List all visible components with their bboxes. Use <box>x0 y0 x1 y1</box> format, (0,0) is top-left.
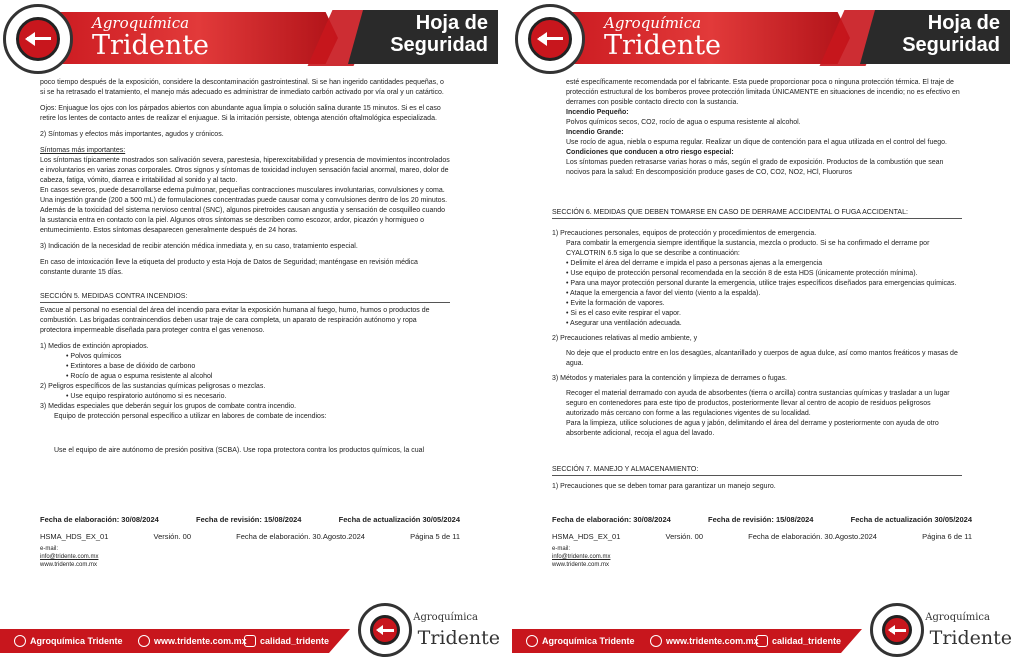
facebook-icon <box>14 635 26 647</box>
paragraph: Para la limpieza, utilice soluciones de agua y jabón, delimitando el área del derrame y posteriormente con ayuda de otro absorbente adicional, recoja el agua del lavado. <box>566 420 939 437</box>
doc-code: HSMA_HDS_EX_01 <box>40 532 109 541</box>
revision-date: Fecha de revisión: 15/08/2024 <box>708 515 814 524</box>
title-line2: Seguridad <box>390 34 488 56</box>
bottom-brand-line2: Tridente <box>929 627 1012 649</box>
doc-version: Versión. 00 <box>153 532 192 541</box>
doc-version: Versión. 00 <box>665 532 704 541</box>
page-footer <box>552 515 972 569</box>
list-item: 1) Precauciones que se deben tomar para garantizar un manejo seguro. <box>552 483 776 490</box>
paragraph: No deje que el producto entre en los desagües, alcantarillado y cuerpos de agua dulce, así como mantos freáticos y masas de agua. <box>566 350 958 367</box>
page-body <box>552 78 962 492</box>
doc-title <box>872 12 1012 56</box>
paragraph: poco tiempo después de la exposición, considere la descontaminación gastrointestinal. Si se han ingerido cantidades pequeñas, o si se ha retrasado el tratamiento, el manejo más adecuado es administrar de inmediato carbón activado por vía oral y un catártico. <box>40 79 444 96</box>
instagram-icon <box>756 635 768 647</box>
bullet-item: • Delimite el área del derrame e impida el paso a personas ajenas a la emergencia <box>566 260 823 267</box>
bullet-item: • Evite la formación de vapores. <box>566 300 665 307</box>
paragraph: Use el equipo de aire autónomo de presión positiva (SCBA). Use ropa protectora contra los productos químicos, la cual <box>54 447 425 454</box>
elaboration-date-long: Fecha de elaboración. 30.Agosto.2024 <box>748 532 877 541</box>
facebook-link[interactable] <box>526 635 635 647</box>
list-item: 2) Síntomas y efectos más importantes, agudos y crónicos. <box>40 131 224 138</box>
facebook-label: Agroquímica Tridente <box>542 636 635 646</box>
bottom-bar <box>512 603 1024 663</box>
footer-meta <box>552 532 972 541</box>
bullet-item: • Polvos químicos <box>66 353 122 360</box>
paragraph: Además de la toxicidad del sistema nervioso central (SNC), algunos piretroides causan angustia y sensación de cosquilleo cuando la sustancia entra en contacto con la piel. Algunos otros síntomas se describen como escozor, ardor, picazón y hormigueo o entumecimiento. Estos síntomas desaparecen generalmente después de 24 horas. <box>40 207 446 234</box>
arrow-icon <box>882 615 912 645</box>
title-line1: Hoja de <box>927 12 1000 34</box>
facebook-icon <box>526 635 538 647</box>
paragraph: Ojos: Enjuague los ojos con los párpados abiertos con abundante agua limpia o solución salina durante 15 minutos. Si es el caso retire los lentes de contacto antes de realizar el enjuague. Si la irritación persiste, obtenga atención oftalmológica especializada. <box>40 105 441 122</box>
arrow-icon <box>528 17 572 61</box>
paragraph: Evacue al personal no esencial del área del incendio para evitar la exposición humana al fuego, humo, humos o productos de combustión. Las brigadas contraincendios deben usar traje de cara completa, un aparato de respiración autónomo y ropa protectora impermeable diseñada para proteger contra el gas venenoso. <box>40 307 430 334</box>
paragraph: Para combatir la emergencia siempre identifique la sustancia, mezcla o producto. Si se ha confirmado el derrame por CYALOTRIN 6.5 siga lo que se describe a continuación: <box>566 240 930 257</box>
subheading: Incendio Grande: <box>566 129 624 136</box>
footer-meta <box>40 532 460 541</box>
paragraph: Use rocío de agua, niebla o espuma regular. Realizar un dique de contención para el agua utilizada en el control del fuego. <box>566 139 947 146</box>
subheading: Incendio Pequeño: <box>566 109 629 116</box>
website-link[interactable] <box>650 635 759 647</box>
globe-icon <box>138 635 150 647</box>
facebook-link[interactable] <box>14 635 123 647</box>
email-label: e-mail: <box>40 546 59 552</box>
update-date: Fecha de actualización 30/05/2024 <box>338 515 460 524</box>
instagram-label: calidad_tridente <box>772 636 842 646</box>
bullet-item: • Si es el caso evite respirar el vapor. <box>566 310 681 317</box>
subheading: Síntomas más importantes: <box>40 147 126 154</box>
paragraph: Los síntomas típicamente mostrados son salivación severa, parestesia, hiperexcitabilidad y presencia de movimientos incontrolados e involuntarios en varias zonas corporales. Otros signos y síntomas de toxicidad incluyen sensación facial anormal, mareo, dolor de cabeza, fatiga, vómito, diarrea e irritabilidad al sonido y al tacto. <box>40 157 450 184</box>
instagram-link[interactable] <box>244 635 329 647</box>
calidad-tridente-logo <box>358 603 412 657</box>
footer-dates <box>40 515 460 524</box>
website-label: www.tridente.com.mx <box>666 636 759 646</box>
contact-block <box>40 545 460 569</box>
section-7-heading: SECCIÓN 7. MANEJO Y ALMACENAMIENTO: <box>552 465 962 476</box>
paragraph: Equipo de protección personal específico a utilizar en labores de combate de incendios: <box>54 413 327 420</box>
calidad-tridente-logo <box>3 4 73 74</box>
instagram-link[interactable] <box>756 635 841 647</box>
page-header <box>512 0 1024 76</box>
facebook-label: Agroquímica Tridente <box>30 636 123 646</box>
bullet-item: • Para una mayor protección personal durante la emergencia, utilice trajes específicos diseñados para emergencias químicas. <box>566 280 957 287</box>
bullet-item: • Ataque la emergencia a favor del viento (viento a la espalda). <box>566 290 761 297</box>
doc-code: HSMA_HDS_EX_01 <box>552 532 621 541</box>
bullet-item: • Asegurar una ventilación adecuada. <box>566 320 682 327</box>
bottom-brand-line2: Tridente <box>417 627 500 649</box>
list-item: 2) Peligros específicos de las sustancias químicas peligrosas o mezclas. <box>40 383 266 390</box>
brand-line1: Agroquímica <box>604 14 702 32</box>
paragraph: Polvos químicos secos, CO2, rocío de agua o espuma resistente al alcohol. <box>566 119 801 126</box>
page-body <box>40 78 450 456</box>
website-label: www.tridente.com.mx <box>154 636 247 646</box>
brand-line2: Tridente <box>92 30 210 61</box>
arrow-icon <box>16 17 60 61</box>
brand-line1: Agroquímica <box>92 14 190 32</box>
bullet-item: • Extintores a base de dióxido de carbono <box>66 363 196 370</box>
instagram-label: calidad_tridente <box>260 636 330 646</box>
arrow-icon <box>370 615 400 645</box>
bottom-brand-line1: Agroquímica <box>413 612 478 623</box>
list-item: 1) Medios de extinción apropiados. <box>40 343 149 350</box>
bottom-bar <box>0 603 512 663</box>
instagram-icon <box>244 635 256 647</box>
page-number: Página 6 de 11 <box>922 532 972 541</box>
bullet-item: • Rocío de agua o espuma resistente al alcohol <box>66 373 213 380</box>
paragraph: esté específicamente recomendada por el fabricante. Esta puede proporcionar poca o ninguna protección térmica. El traje de protección estructural de los bomberos provee protección limitada ÚNICAMENTE en situaciones de incendio; no es efectivo en derrames con posible contacto directo con la sustancia. <box>566 79 960 106</box>
email-link[interactable]: info@tridente.com.mx <box>552 554 611 560</box>
revision-date: Fecha de revisión: 15/08/2024 <box>196 515 302 524</box>
bottom-brand-line1: Agroquímica <box>925 612 990 623</box>
bullet-item: • Use equipo de protección personal recomendada en la sección 8 de esta HDS (únicamente protección mínima). <box>566 270 918 277</box>
elaboration-date: Fecha de elaboración: 30/08/2024 <box>552 515 671 524</box>
email-label: e-mail: <box>552 546 571 552</box>
calidad-tridente-logo <box>515 4 585 74</box>
list-item: 3) Métodos y materiales para la contención y limpieza de derrames o fugas. <box>552 375 788 382</box>
doc-title <box>360 12 500 56</box>
website-link[interactable] <box>138 635 247 647</box>
list-item: 1) Precauciones personales, equipos de protección y procedimientos de emergencia. <box>552 230 817 237</box>
list-item: 3) Indicación de la necesidad de recibir atención médica inmediata y, en su caso, tratamiento especial. <box>40 243 358 250</box>
page-footer <box>40 515 460 569</box>
paragraph: En casos severos, puede desarrollarse edema pulmonar, pequeñas contracciones musculares involuntarias, convulsiones y coma. Una ingestión grande (200 a 500 mL) de formulaciones concentradas puede causar coma y convulsiones dentro de los 20 minutos. <box>40 187 448 204</box>
email-link[interactable]: info@tridente.com.mx <box>40 554 99 560</box>
paragraph: Los síntomas pueden retrasarse varias horas o más, según el grado de exposición. Productos de la combustión que sean nocivos para la salud: En descomposición produce gases de CO, CO2, NO2, HCl, Fluoruros <box>566 159 944 176</box>
web-link[interactable]: www.tridente.com.mx <box>552 562 610 568</box>
list-item: 3) Medidas especiales que deberán seguir los grupos de combate contra incendio. <box>40 403 297 410</box>
web-link[interactable]: www.tridente.com.mx <box>40 562 98 568</box>
subheading: Condiciones que conducen a otro riesgo especial: <box>566 149 734 156</box>
calidad-tridente-logo <box>870 603 924 657</box>
title-line2: Seguridad <box>902 34 1000 56</box>
list-item: 2) Precauciones relativas al medio ambiente, y <box>552 335 698 342</box>
footer-dates <box>552 515 972 524</box>
globe-icon <box>650 635 662 647</box>
bullet-item: • Use equipo respiratorio autónomo si es necesario. <box>66 393 227 400</box>
page-6 <box>512 0 1024 663</box>
title-line1: Hoja de <box>415 12 488 34</box>
elaboration-date: Fecha de elaboración: 30/08/2024 <box>40 515 159 524</box>
brand-line2: Tridente <box>604 30 722 61</box>
paragraph: En caso de intoxicación lleve la etiqueta del producto y esta Hoja de Datos de Seguridad; manténgase en revisión médica constante durante 15 días. <box>40 259 418 276</box>
paragraph: Recoger el material derramado con ayuda de absorbentes (tierra o arcilla) contra sustancias químicas y trasladar a un lugar seguro en contenedores para este tipo de productos, posteriormente llevar al centro de acopio de residuos peligrosos autorizado más cercano con forme a las regulaciones vigentes de su localidad. <box>566 390 950 417</box>
page-number: Página 5 de 11 <box>410 532 460 541</box>
page-header <box>0 0 512 76</box>
update-date: Fecha de actualización 30/05/2024 <box>850 515 972 524</box>
section-6-heading: SECCIÓN 6. MEDIDAS QUE DEBEN TOMARSE EN CASO DE DERRAME ACCIDENTAL O FUGA ACCIDENTAL: <box>552 208 962 219</box>
section-5-heading: SECCIÓN 5. MEDIDAS CONTRA INCENDIOS: <box>40 292 450 303</box>
elaboration-date-long: Fecha de elaboración. 30.Agosto.2024 <box>236 532 365 541</box>
contact-block <box>552 545 972 569</box>
